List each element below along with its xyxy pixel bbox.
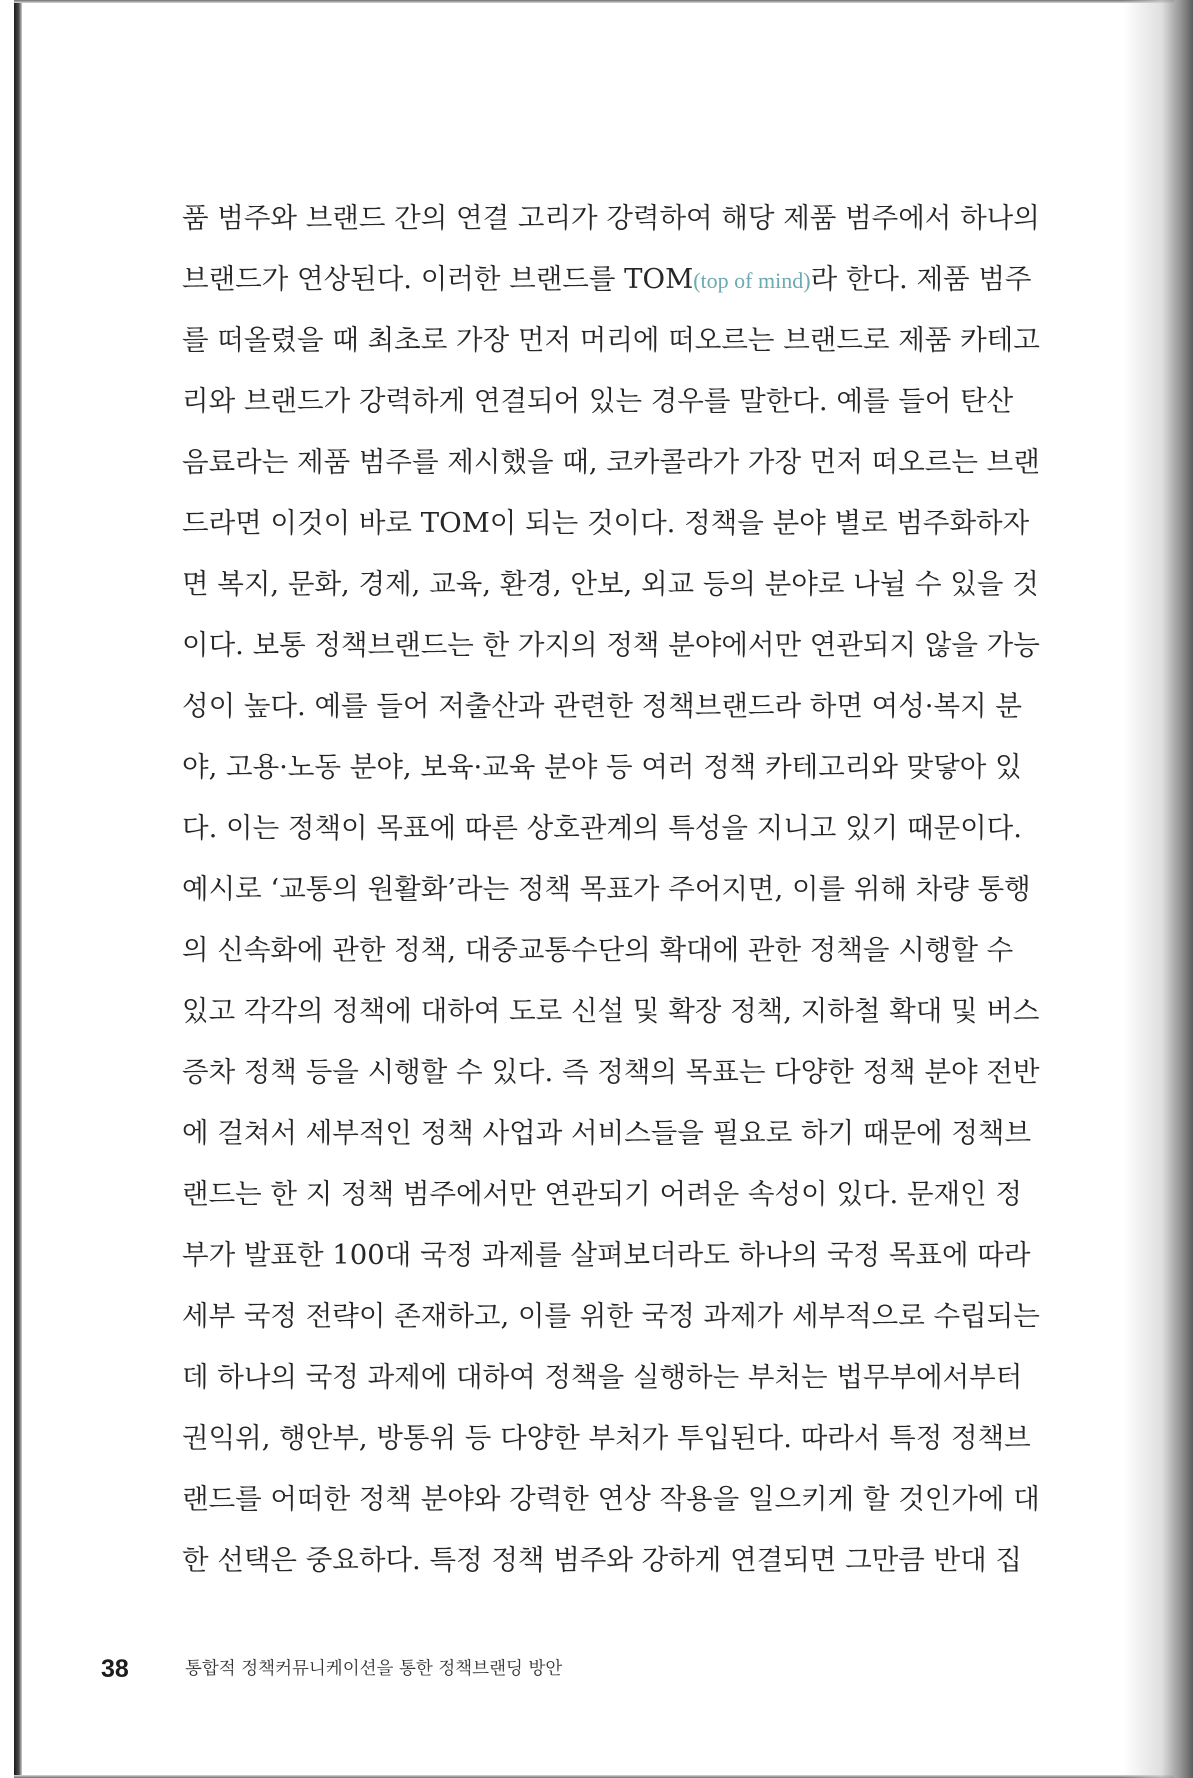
text-line-13: 의 신속화에 관한 정책, 대중교통수단의 확대에 관한 정책을 시행할 수 <box>182 934 1014 966</box>
text-line-19: 세부 국정 전략이 존재하고, 이를 위한 국정 과제가 세부적으로 수립되는 <box>182 1300 1040 1332</box>
text-line-2-start: 브랜드가 연상된다. 이러한 브랜드를 TOM <box>182 263 694 295</box>
text-line-6: 드라면 이것이 바로 TOM이 되는 것이다. 정책을 분야 별로 범주화하자 <box>182 507 1030 539</box>
text-line-23: 한 선택은 중요하다. 특정 정책 범주와 강하게 연결되면 그만큼 반대 집 <box>182 1544 1022 1576</box>
page-top-edge <box>14 0 1174 3</box>
text-line-16: 에 걸쳐서 세부적인 정책 사업과 서비스들을 필요로 하기 때문에 정책브 <box>182 1117 1032 1149</box>
running-title: 통합적 정책커뮤니케이션을 통한 정책브랜딩 방안 <box>185 1659 563 1680</box>
text-line-5: 음료라는 제품 범주를 제시했을 때, 코카콜라가 가장 먼저 떠오르는 브랜 <box>182 446 1040 478</box>
text-line-2-end: 라 한다. 제품 범주 <box>810 263 1032 295</box>
text-line-8: 이다. 보통 정책브랜드는 한 가지의 정책 분야에서만 연관되지 않을 가능 <box>182 629 1040 661</box>
text-line-9: 성이 높다. 예를 들어 저출산과 관련한 정책브랜드라 하면 여성·복지 분 <box>182 690 1022 722</box>
text-line-3: 를 떠올렸을 때 최초로 가장 먼저 머리에 떠오르는 브랜드로 제품 카테고 <box>182 324 1040 356</box>
page-footer <box>101 1651 562 1687</box>
text-line-22: 랜드를 어떠한 정책 분야와 강력한 연상 작용을 일으키게 할 것인가에 대 <box>182 1483 1040 1515</box>
tom-annotation: (top of mind) <box>693 268 811 293</box>
text-line-12: 예시로 ‘교통의 원활화’라는 정책 목표가 주어지면, 이를 위해 차량 통행 <box>182 873 1031 905</box>
text-line-2 <box>182 249 1032 310</box>
text-line-1: 품 범주와 브랜드 간의 연결 고리가 강력하여 해당 제품 범주에서 하나의 <box>182 202 1040 234</box>
text-line-11: 다. 이는 정책이 목표에 따른 상호관계의 특성을 지니고 있기 때문이다. <box>182 812 1022 844</box>
text-line-14: 있고 각각의 정책에 대하여 도로 신설 및 확장 정책, 지하철 확대 및 버스 <box>182 995 1040 1027</box>
page-outer-margin <box>0 0 14 1778</box>
page-spine-edge <box>14 0 22 1778</box>
body-paragraph <box>182 188 1040 1591</box>
text-line-15: 증차 정책 등을 시행할 수 있다. 즉 정책의 목표는 다양한 정책 분야 전반 <box>182 1056 1040 1088</box>
text-line-17: 랜드는 한 지 정책 범주에서만 연관되기 어려운 속성이 있다. 문재인 정 <box>182 1178 1022 1210</box>
text-line-20: 데 하나의 국정 과제에 대하여 정책을 실행하는 부처는 법무부에서부터 <box>182 1361 1023 1393</box>
text-line-7: 면 복지, 문화, 경제, 교육, 환경, 안보, 외교 등의 분야로 나뉠 수 있을 것 <box>182 568 1039 600</box>
text-line-21: 권익위, 행안부, 방통위 등 다양한 부처가 투입된다. 따라서 특정 정책브 <box>182 1422 1031 1454</box>
text-line-18: 부가 발표한 100대 국정 과제를 살펴보더라도 하나의 국정 목표에 따라 <box>182 1239 1031 1271</box>
text-line-4: 리와 브랜드가 강력하게 연결되어 있는 경우를 말한다. 예를 들어 탄산 <box>182 385 1014 417</box>
page-curl-shadow <box>1123 0 1193 1778</box>
text-line-10: 야, 고용·노동 분야, 보육·교육 분야 등 여러 정책 카테고리와 맞닿아 있 <box>182 751 1022 783</box>
page-number: 38 <box>101 1655 129 1684</box>
